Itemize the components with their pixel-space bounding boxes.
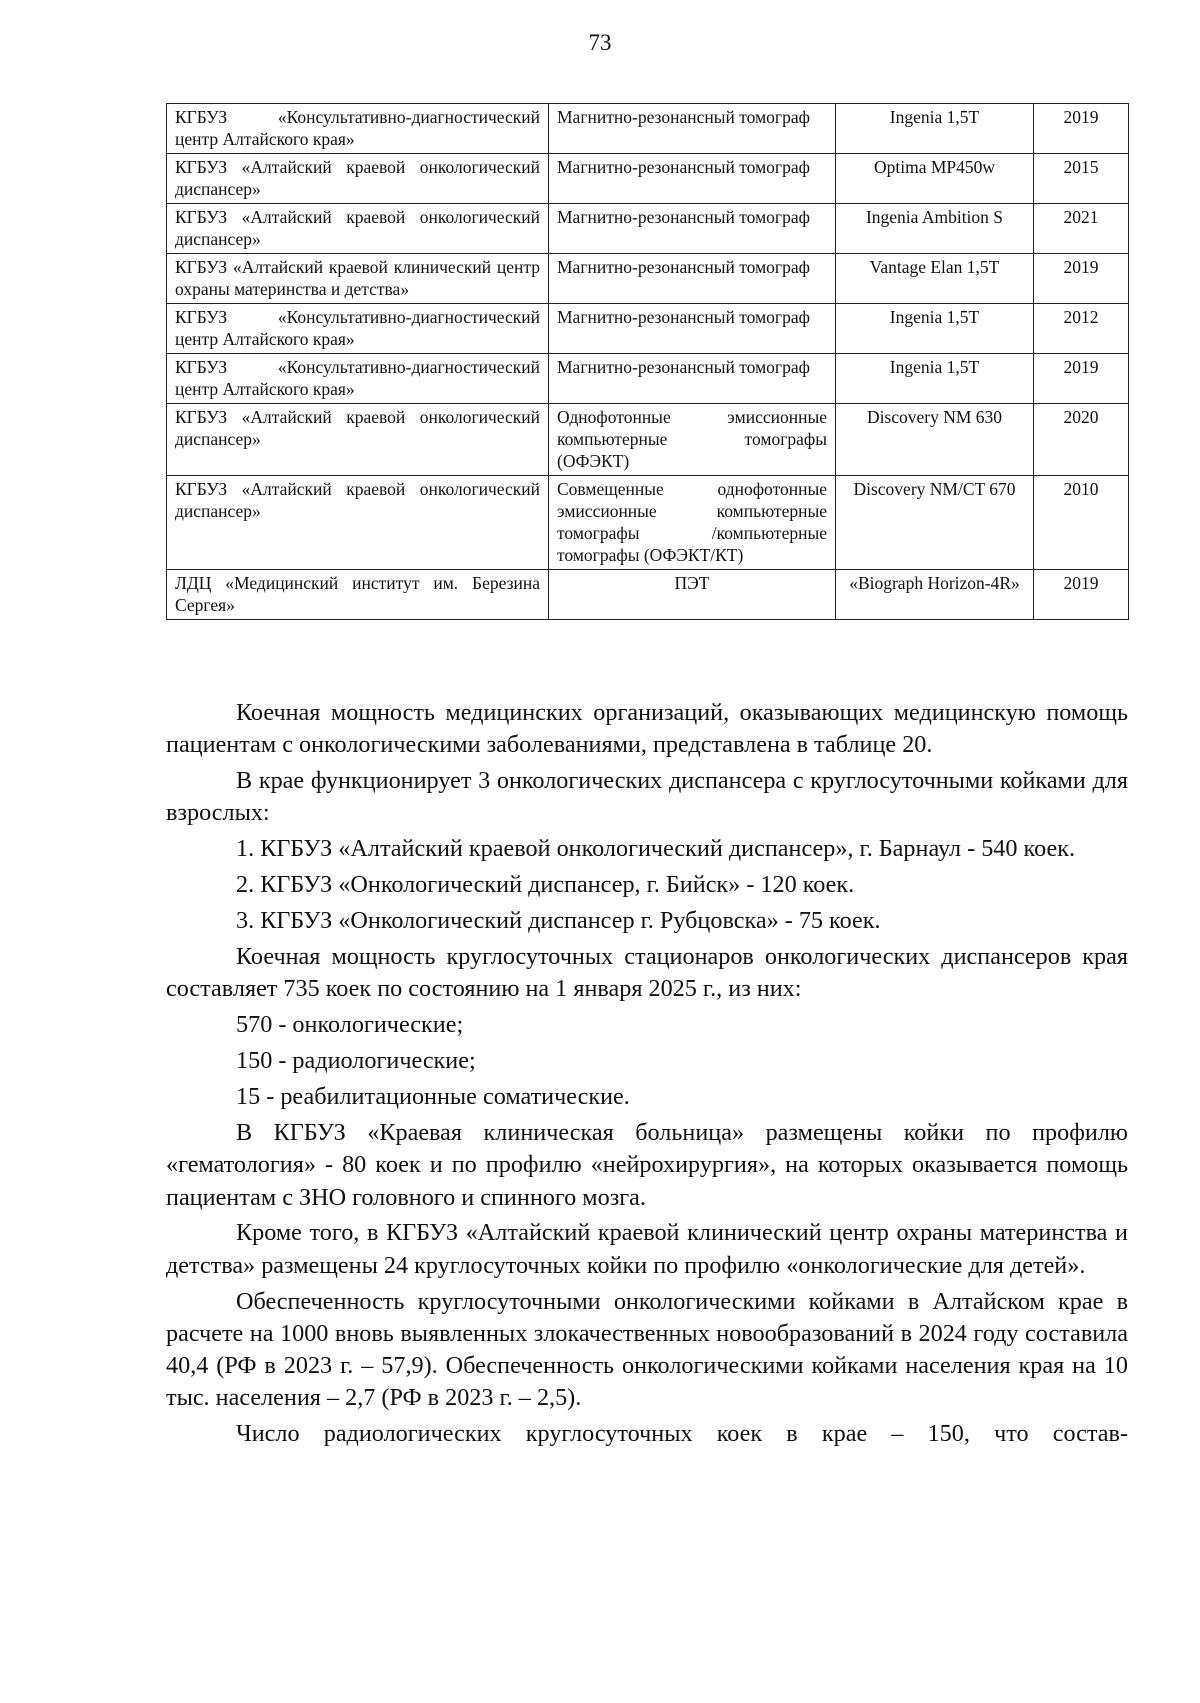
year-cell: 2019 <box>1034 570 1129 620</box>
page-number: 73 <box>588 30 612 55</box>
paragraph: В крае функционирует 3 онкологических диспансера с круглосуточными койками для взрослых: <box>166 767 1128 827</box>
organization-cell: КГБУЗ «Консультативно-диагностический центр Алтайского края» <box>167 304 549 354</box>
model-cell: Discovery NM/CT 670 <box>836 476 1034 570</box>
organization-cell: КГБУЗ «Алтайский краевой онкологический диспансер» <box>167 204 549 254</box>
organization-cell: КГБУЗ «Алтайский краевой онкологический диспансер» <box>167 404 549 476</box>
device-type-cell: Магнитно-резонансный томограф <box>549 154 836 204</box>
organization-cell: КГБУЗ «Алтайский краевой клинический центр охраны материнства и детства» <box>167 254 549 304</box>
list-item: 3. КГБУЗ «Онкологический диспансер г. Рубцовска» - 75 коек. <box>236 907 881 935</box>
organization-cell: КГБУЗ «Консультативно-диагностический центр Алтайского края» <box>167 354 549 404</box>
year-cell: 2020 <box>1034 404 1129 476</box>
table-row <box>167 570 1129 620</box>
table-row <box>167 204 1129 254</box>
device-type-cell: Совмещенные однофотонные эмиссионные компьютерные томографы /компьютерные томографы (ОФЭКТ/КТ) <box>549 476 836 570</box>
paragraph: Коечная мощность медицинских организаций, оказывающих медицинскую помощь пациентам с онкологическими заболеваниями, представлена в таблице 20. <box>166 699 1128 759</box>
device-type-cell: Магнитно-резонансный томограф <box>549 254 836 304</box>
model-cell: «Biograph Horizon-4R» <box>836 570 1034 620</box>
device-type-cell: ПЭТ <box>549 570 836 620</box>
list-item: 15 - реабилитационные соматические. <box>236 1083 630 1111</box>
list-item: 1. КГБУЗ «Алтайский краевой онкологический диспансер», г. Барнаул - 540 коек. <box>236 835 1075 863</box>
table-row <box>167 104 1129 154</box>
table-row <box>167 254 1129 304</box>
table-row <box>167 354 1129 404</box>
year-cell: 2015 <box>1034 154 1129 204</box>
device-type-cell: Магнитно-резонансный томограф <box>549 304 836 354</box>
organization-cell: КГБУЗ «Консультативно-диагностический центр Алтайского края» <box>167 104 549 154</box>
body-text <box>166 697 1128 1454</box>
organization-cell: КГБУЗ «Алтайский краевой онкологический диспансер» <box>167 154 549 204</box>
paragraph: Обеспеченность круглосуточными онкологическими койками в Алтайском крае в расчете на 1000 вновь выявленных злокачественных новообразований в 2024 году составила 40,4 (РФ в 2023 г. – 57,9). Обеспеченность онкологическими койками населения края на 10 тыс. населения – 2,7 (РФ в 2023 г. – 2,5). <box>166 1287 1128 1412</box>
device-type-cell: Однофотонные эмиссионные компьютерные томографы (ОФЭКТ) <box>549 404 836 476</box>
list-item: 2. КГБУЗ «Онкологический диспансер, г. Бийск» - 120 коек. <box>236 871 855 899</box>
model-cell: Vantage Elan 1,5T <box>836 254 1034 304</box>
year-cell: 2012 <box>1034 304 1129 354</box>
table-row <box>167 304 1129 354</box>
model-cell: Ingenia 1,5T <box>836 104 1034 154</box>
device-type-cell: Магнитно-резонансный томограф <box>549 354 836 404</box>
table-row <box>167 404 1129 476</box>
year-cell: 2010 <box>1034 476 1129 570</box>
model-cell: Ingenia 1,5T <box>836 304 1034 354</box>
year-cell: 2021 <box>1034 204 1129 254</box>
organization-cell: ЛДЦ «Медицинский институт им. Березина Сергея» <box>167 570 549 620</box>
organization-cell: КГБУЗ «Алтайский краевой онкологический диспансер» <box>167 476 549 570</box>
list-item: 570 - онкологические; <box>236 1011 464 1039</box>
equipment-table <box>166 103 1129 620</box>
device-type-cell: Магнитно-резонансный томограф <box>549 104 836 154</box>
table-row <box>167 154 1129 204</box>
paragraph: Коечная мощность круглосуточных стационаров онкологических диспансеров края составляет 735 коек по состоянию на 1 января 2025 г., из них: <box>166 943 1128 1003</box>
paragraph: Кроме того, в КГБУЗ «Алтайский краевой клинический центр охраны материнства и детства» размещены 24 круглосуточных койки по профилю «онкологические для детей». <box>166 1219 1128 1279</box>
paragraph: В КГБУЗ «Краевая клиническая больница» размещены койки по профилю «гематология» - 80 коек и по профилю «нейрохирургия», на которых оказывается помощь пациентам с ЗНО головного и спинного мозга. <box>166 1118 1128 1211</box>
model-cell: Optima MP450w <box>836 154 1034 204</box>
model-cell: Ingenia 1,5T <box>836 354 1034 404</box>
device-type-cell: Магнитно-резонансный томограф <box>549 204 836 254</box>
paragraph: Число радиологических круглосуточных коек в крае – 150, что состав- <box>236 1420 1128 1448</box>
table-row <box>167 476 1129 570</box>
year-cell: 2019 <box>1034 354 1129 404</box>
model-cell: Discovery NM 630 <box>836 404 1034 476</box>
year-cell: 2019 <box>1034 254 1129 304</box>
model-cell: Ingenia Ambition S <box>836 204 1034 254</box>
list-item: 150 - радиологические; <box>236 1047 476 1075</box>
year-cell: 2019 <box>1034 104 1129 154</box>
